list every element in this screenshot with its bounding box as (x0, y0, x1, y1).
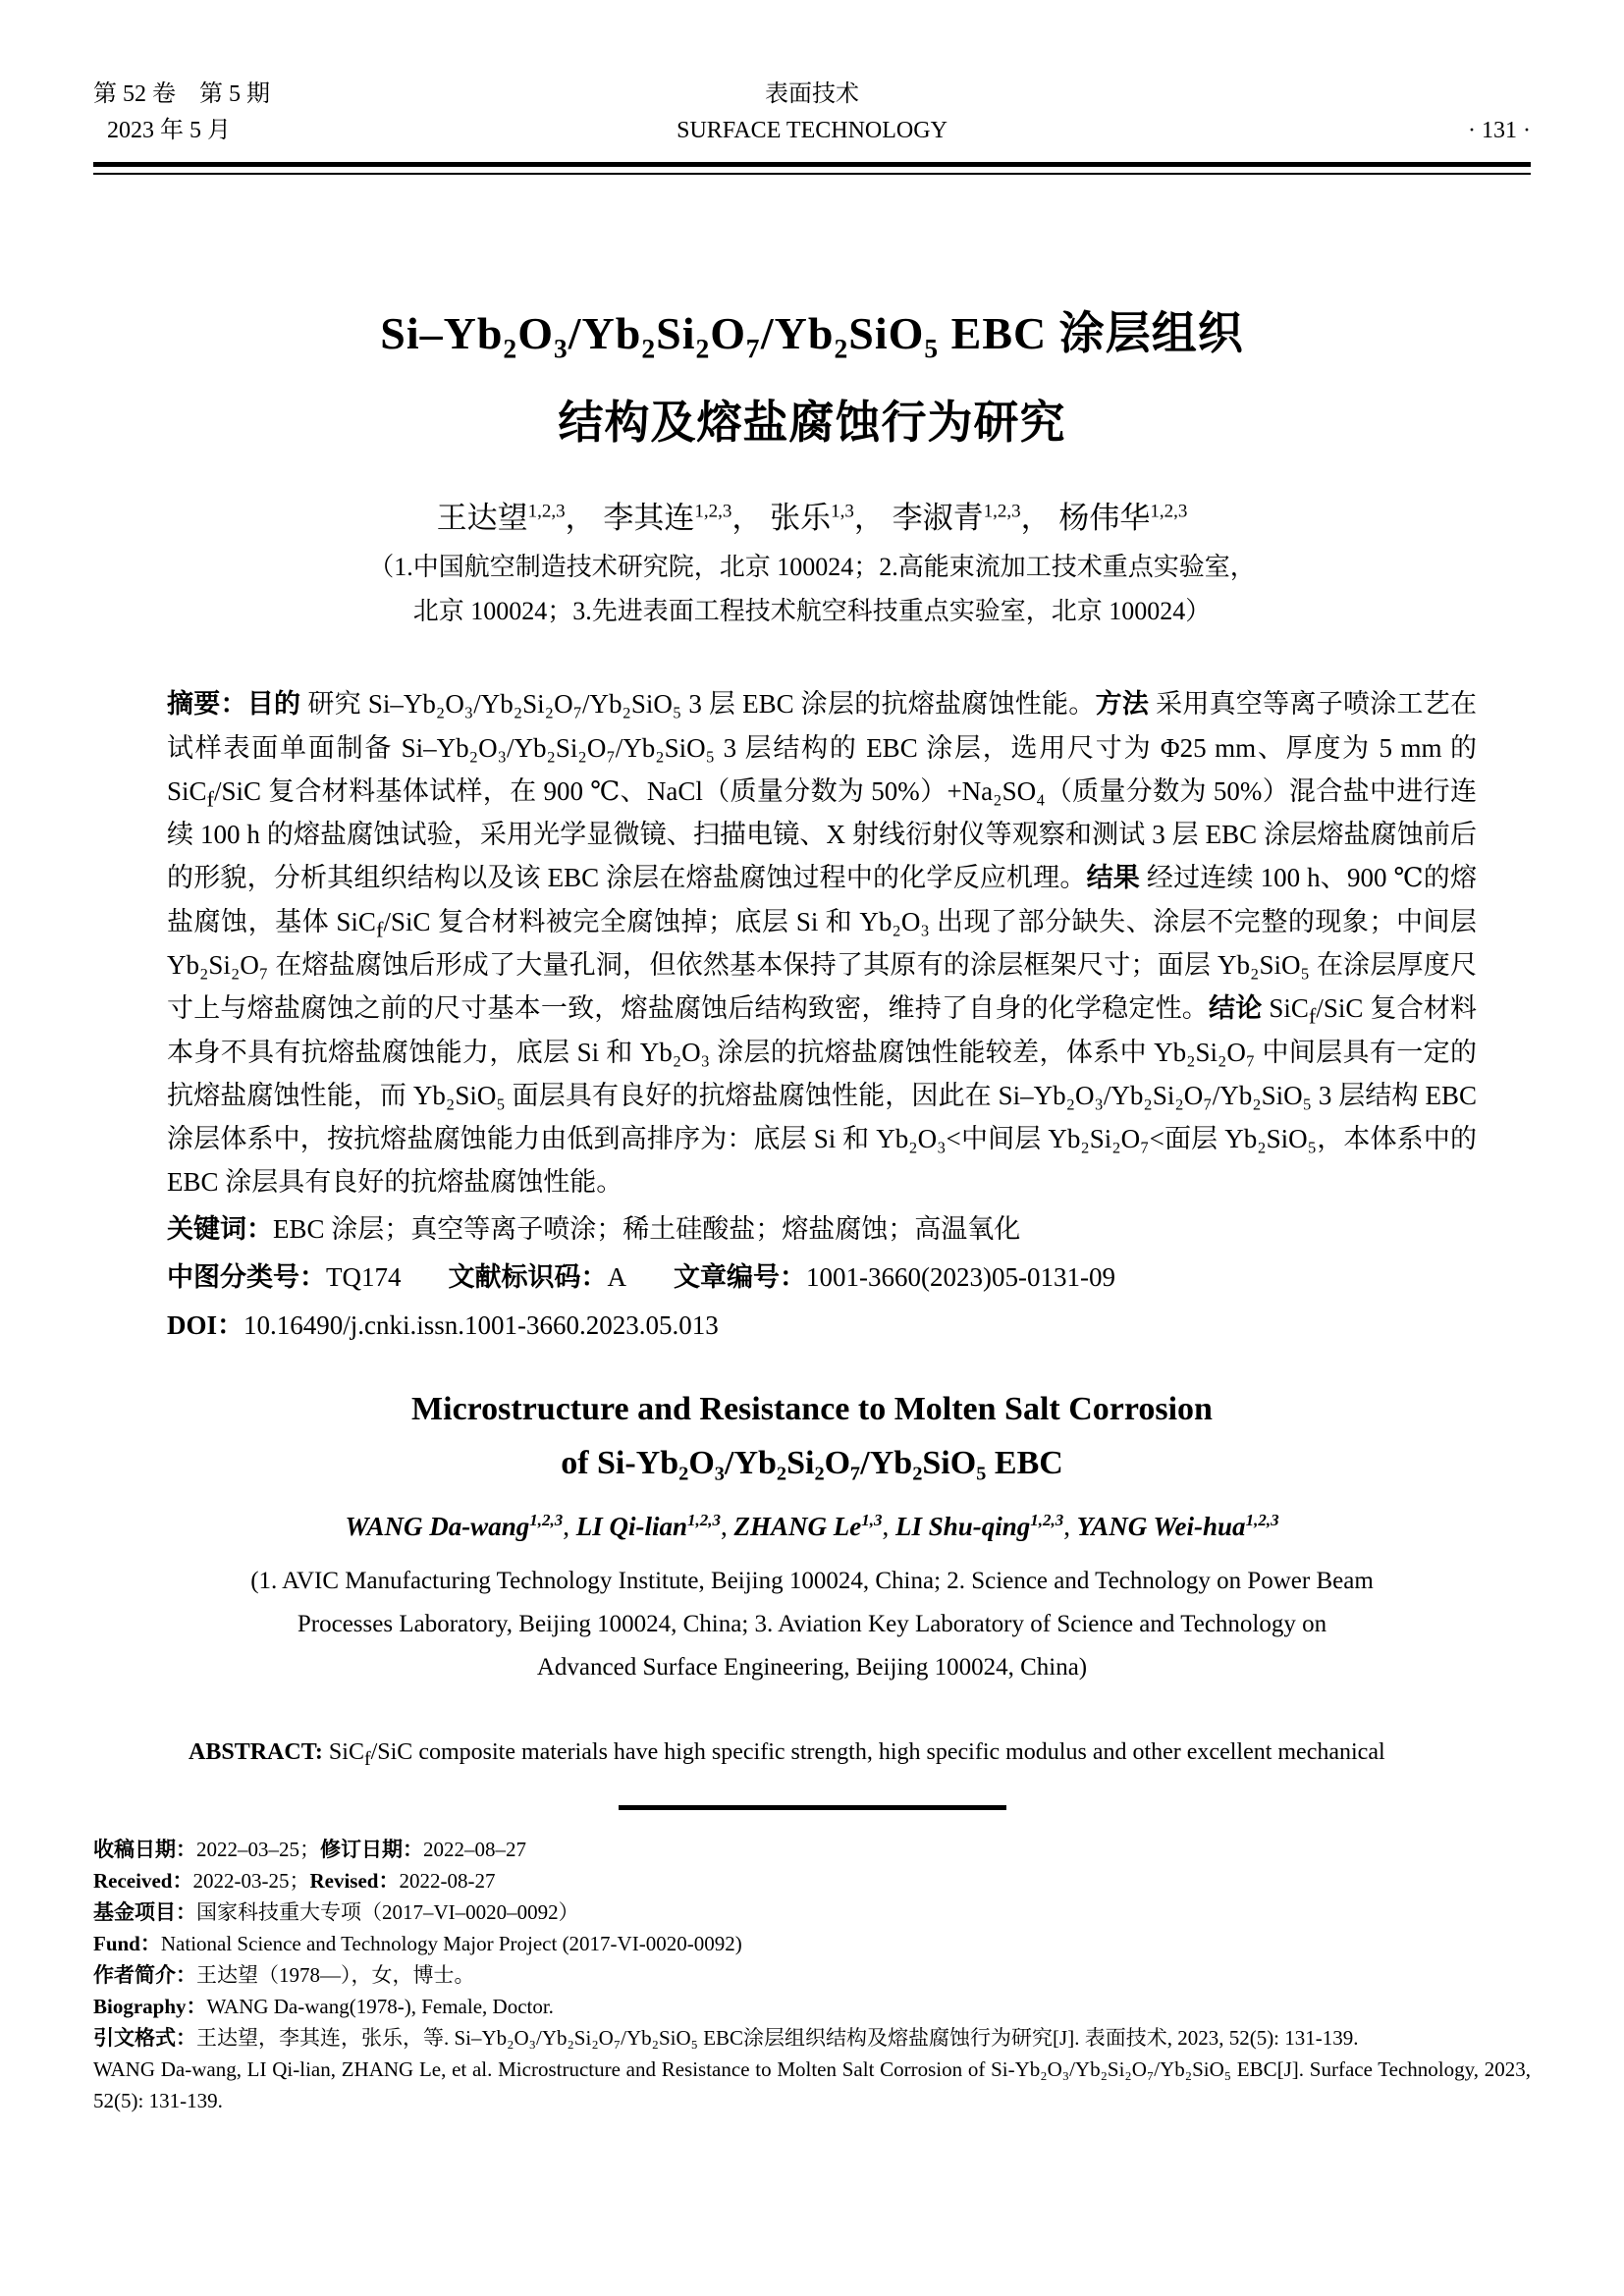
author-separator: ， (853, 501, 885, 535)
author-separator: , (1063, 1512, 1077, 1541)
fund-en-value: National Science and Technology Major Project (2017-VI-0020-0092) (160, 1932, 742, 1955)
volume-issue: 第 52 卷 第 5 期 (93, 81, 270, 107)
fund-cn-label: 基金项目： (93, 1900, 196, 1924)
author-separator: , (720, 1512, 734, 1541)
abstract-label: 摘要： (167, 689, 247, 720)
affiliation-en-line3: Advanced Surface Engineering, Beijing 100024, China) (536, 1654, 1088, 1681)
footnotes (93, 1834, 1531, 2116)
clc-label: 中图分类号： (167, 1262, 326, 1293)
affiliations-cn (93, 545, 1531, 633)
biography-en-label: Biography： (93, 1995, 207, 2018)
article-no-label: 文章编号： (674, 1262, 806, 1293)
abstract-aim-label: 目的 (246, 689, 301, 720)
author-cn (893, 501, 1052, 535)
revised-en-label: Revised： (309, 1869, 400, 1893)
affiliation-en-line1: (1. AVIC Manufacturing Technology Institute, Beijing 100024, China; 2. Science and Technology on Power Beam (250, 1568, 1374, 1594)
abstract-en-text: SiC$_f$/SiC composite materials have high specific strength, high specific modulus and other excellent mechanical (322, 1739, 1385, 1770)
author-separator: ， (731, 501, 763, 535)
author-affil-sup: 1,2,3 (527, 501, 566, 522)
author-separator: , (563, 1512, 576, 1541)
revised-en-value: 2022-08-27 (399, 1869, 496, 1893)
author-affil-sup: 1,2,3 (1245, 1511, 1279, 1529)
received-cn-value: 2022–03–25； (196, 1838, 320, 1861)
received-en-label: Received： (93, 1869, 193, 1893)
doi-line (167, 1304, 1477, 1347)
author-affil-sup: 1,2,3 (529, 1511, 564, 1529)
biography-en-value: WANG Da-wang(1978-), Female, Doctor. (206, 1995, 554, 2018)
author-name: ZHANG Le (733, 1512, 862, 1541)
header-journal-block (543, 77, 1082, 149)
author-cn (437, 501, 596, 535)
abstract-conclusion-label: 结论 (1209, 993, 1263, 1024)
header-issue-block (93, 77, 543, 149)
received-en-value: 2022-03-25； (192, 1869, 310, 1893)
author-affil-sup: 1,2,3 (694, 501, 732, 522)
clc-value: TQ174 (326, 1262, 402, 1292)
author-name: 张乐 (770, 501, 832, 535)
keywords-line (167, 1207, 1477, 1252)
article-title-en (93, 1382, 1531, 1490)
biography-en (93, 1991, 1531, 2022)
affiliation-cn-line2: 北京 100024；3.先进表面工程技术航空科技重点实验室，北京 100024） (412, 597, 1212, 625)
author-en (345, 1512, 575, 1541)
keywords-text: EBC 涂层；真空等离子喷涂；稀土硅酸盐；熔盐腐蚀；高温氧化 (273, 1214, 1021, 1244)
fund-cn-value: 国家科技重大专项（2017–VI–0020–0092） (196, 1900, 579, 1924)
abstract-conclusion-text: SiC$_f$/SiC 复合材料本身不具有抗熔盐腐蚀能力，底层 Si 和 Yb₂O₃ 涂层的抗熔盐腐蚀性能较差，体系中 Yb₂Si₂O₇ 中间层具有一定的抗熔盐腐蚀性能，而 Yb₂SiO₅ 面层具有良好的抗熔盐腐蚀性能，因此在 Si–Yb₂O₃/Yb₂Si₂O₇/Yb₂SiO₅ 3 层结构 EBC 涂层体系中，按抗熔盐腐蚀能力由低到高排序为：底层 Si 和 Yb₂O₃<中间层 Yb₂Si₂O₇<面层 Yb₂SiO₅，本体系中的 EBC 涂层具有良好的抗熔盐腐蚀性能。 (167, 993, 1478, 1197)
journal-name-en: SURFACE TECHNOLOGY (677, 118, 947, 143)
author-en (733, 1512, 894, 1541)
citation-cn (93, 2022, 1531, 2054)
abstract-en-label: ABSTRACT: (189, 1739, 323, 1765)
abstract-result-label: 结果 (1086, 863, 1140, 893)
revised-cn-label: 修订日期： (320, 1838, 423, 1861)
abstract-cn (167, 682, 1477, 1203)
page-number: · 131 · (1468, 118, 1531, 143)
biography-cn-value: 王达望（1978—），女，博士。 (196, 1963, 475, 1987)
author-name: 王达望 (436, 501, 528, 535)
header-rule (93, 162, 1531, 175)
doc-code-label: 文献标识码： (448, 1262, 608, 1293)
abstract-result-text: 经过连续 100 h、900 ℃的熔盐腐蚀，基体 SiC$_f$/SiC 复合材料被完全腐蚀掉；底层 Si 和 Yb₂O₃ 出现了部分缺失、涂层不完整的现象；中间层 Yb₂Si₂O₇ 在熔盐腐蚀后形成了大量孔洞，但依然基本保持了其原有的涂层框架尺寸；面层 Yb₂SiO₅ 在涂层厚度尺寸上与熔盐腐蚀之前的尺寸基本一致，熔盐腐蚀后结构致密，维持了自身的化学稳定性。 (167, 863, 1477, 1023)
author-affil-sup: 1,2,3 (1030, 1511, 1064, 1529)
received-dates-cn (93, 1834, 1531, 1865)
biography-cn-label: 作者简介： (93, 1963, 196, 1987)
author-en (1077, 1512, 1279, 1541)
citation-en (93, 2054, 1531, 2116)
authors-en (93, 1512, 1531, 1542)
doc-code-value: A (607, 1262, 626, 1292)
article-title-cn-line1: Si–Yb₂O₃/Yb₂Si₂O₇/Yb₂SiO₅ EBC 涂层组织 (380, 308, 1244, 358)
author-name: 李其连 (603, 501, 695, 535)
classification-line (167, 1255, 1477, 1300)
keywords-label: 关键词： (167, 1214, 273, 1245)
author-separator: ， (1020, 501, 1052, 535)
header-page-number-block (1082, 113, 1532, 149)
author-en (895, 1512, 1077, 1541)
biography-cn (93, 1959, 1531, 1991)
doi-value: 10.16490/j.cnki.issn.1001-3660.2023.05.013 (244, 1310, 719, 1340)
footnote-rule (619, 1805, 1006, 1810)
author-name: 杨伟华 (1058, 501, 1151, 535)
citation-cn-value: 王达望，李其连，张乐，等. Si–Yb₂O₃/Yb₂Si₂O₇/Yb₂SiO₅ EBC涂层组织结构及熔盐腐蚀行为研究[J]. 表面技术, 2023, 52(5): 131-139. (196, 2026, 1359, 2050)
received-dates-en (93, 1865, 1531, 1896)
page-header (93, 77, 1531, 149)
authors-cn (93, 493, 1531, 537)
abstract-method-text: 采用真空等离子喷涂工艺在试样表面单面制备 Si–Yb₂O₃/Yb₂Si₂O₇/Yb₂SiO₅ 3 层结构的 EBC 涂层，选用尺寸为 Φ25 mm、厚度为 5 mm 的 SiC$_f$/SiC 复合材料基体试样，在 900 ℃、NaCl（质量分数为 50%）+Na₂SO₄（质量分数为 50%）混合盐中进行连续 100 h 的熔盐腐蚀试验，采用光学显微镜、扫描电镜、X 射线衍射仪等观察和测试 3 层 EBC 涂层熔盐腐蚀前后的形貌，分析其组织结构以及该 EBC 涂层在熔盐腐蚀过程中的化学反应机理。 (167, 689, 1478, 892)
abstract-block (167, 682, 1477, 1347)
article-no-value: 1001-3660(2023)05-0131-09 (806, 1262, 1115, 1292)
affiliation-cn-line1: （1.中国航空制造技术研究院，北京 100024；2.高能束流加工技术重点实验室， (368, 553, 1256, 581)
author-cn (1058, 501, 1187, 535)
author-en (576, 1512, 734, 1541)
author-affil-sup: 1,2,3 (983, 501, 1021, 522)
revised-cn-value: 2022–08–27 (423, 1838, 526, 1861)
author-affil-sup: 1,3 (861, 1511, 883, 1529)
author-cn (770, 501, 885, 535)
author-name: WANG Da-wang (345, 1512, 530, 1541)
author-affil-sup: 1,2,3 (686, 1511, 721, 1529)
citation-label: 引文格式： (93, 2026, 196, 2050)
fund-en (93, 1928, 1531, 1959)
abstract-aim-text: 研究 Si–Yb₂O₃/Yb₂Si₂O₇/Yb₂SiO₅ 3 层 EBC 涂层的抗熔盐腐蚀性能。 (300, 689, 1096, 719)
fund-cn (93, 1896, 1531, 1928)
abstract-en (167, 1733, 1477, 1772)
author-cn (603, 501, 762, 535)
article-title-cn-line2: 结构及熔盐腐蚀行为研究 (558, 398, 1066, 448)
journal-name-cn: 表面技术 (765, 81, 859, 107)
article-title-en-line2: of Si-Yb₂O₃/Yb₂Si₂O₇/Yb₂SiO₅ EBC (561, 1445, 1063, 1481)
article-title-cn (93, 289, 1531, 467)
author-separator: ， (565, 501, 596, 535)
article-title-en-line1: Microstructure and Resistance to Molten Salt Corrosion (411, 1391, 1213, 1427)
affiliation-en-line2: Processes Laboratory, Beijing 100024, China; 3. Aviation Key Laboratory of Science and Technology on (297, 1611, 1327, 1637)
issue-date: 2023 年 5 月 (107, 118, 231, 143)
fund-en-label: Fund： (93, 1932, 161, 1955)
author-name: YANG Wei-hua (1076, 1512, 1246, 1541)
received-cn-label: 收稿日期： (93, 1838, 196, 1861)
abstract-method-label: 方法 (1095, 689, 1150, 720)
author-name: LI Qi-lian (575, 1512, 687, 1541)
author-name: LI Shu-qing (894, 1512, 1031, 1541)
doi-label: DOI： (167, 1310, 244, 1340)
author-name: 李淑青 (892, 501, 984, 535)
affiliations-en (93, 1560, 1531, 1689)
citation-en-value: WANG Da-wang, LI Qi-lian, ZHANG Le, et al. Microstructure and Resistance to Molten Salt Corrosion of Si-Yb₂O₃/Yb₂Si₂O₇/Yb₂SiO₅ EBC[J]. Surface Technology, 2023, 52(5): 131-139. (93, 2057, 1531, 2112)
author-separator: , (882, 1512, 895, 1541)
author-affil-sup: 1,3 (831, 501, 854, 522)
author-affil-sup: 1,2,3 (1150, 501, 1188, 522)
